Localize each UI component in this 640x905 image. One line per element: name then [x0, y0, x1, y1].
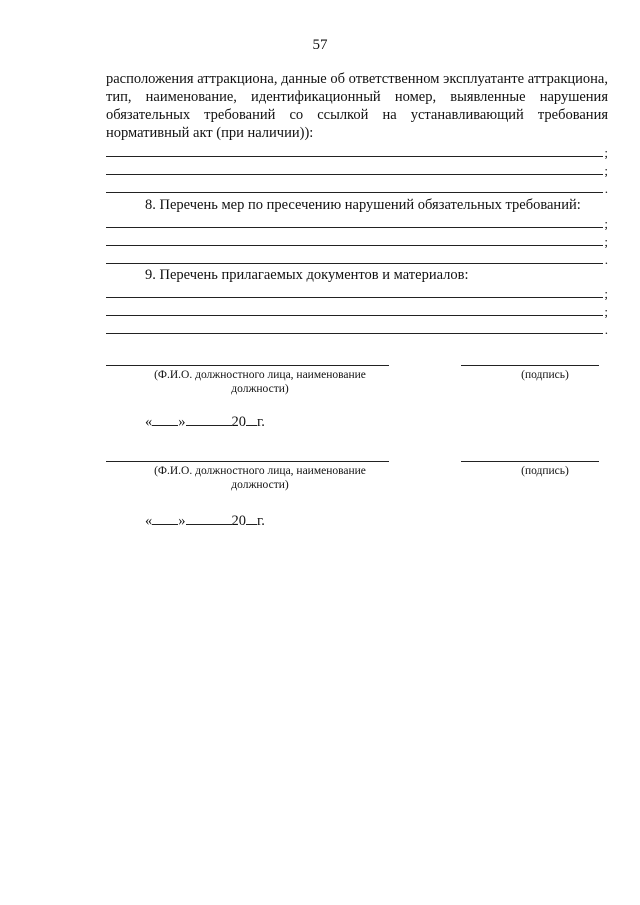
section-9-heading: 9. Перечень прилагаемых документов и материалов:	[145, 267, 469, 283]
fill-line[interactable]: .	[106, 179, 608, 195]
signature-field[interactable]	[461, 461, 599, 462]
fill-line[interactable]: ;	[106, 143, 608, 159]
underline	[106, 227, 603, 228]
official-name-field[interactable]	[106, 461, 389, 462]
year-field[interactable]	[246, 513, 257, 525]
underline	[106, 174, 603, 175]
fill-line[interactable]: ;	[106, 214, 608, 230]
fill-line[interactable]: .	[106, 250, 608, 266]
signature-caption: (подпись)	[521, 465, 569, 477]
official-name-caption: (Ф.И.О. должностного лица, наименование должности)	[154, 369, 366, 395]
month-field[interactable]	[186, 513, 232, 525]
underline	[106, 315, 603, 316]
date-line: « » 20 г.	[145, 513, 265, 529]
underline	[106, 333, 603, 334]
month-field[interactable]	[186, 414, 232, 426]
year-field[interactable]	[246, 414, 257, 426]
intro-paragraph: расположения аттракциона, данные об ответственном эксплуатанте аттракциона, тип, наименование, идентификационный номер, выявленные нарушения обязательных требований со ссылкой на устанавливающий требования нормативный акт (при наличии)):	[106, 71, 608, 141]
section-8-heading: 8. Перечень мер по пресечению нарушений обязательных требований:	[145, 197, 581, 213]
official-name-field[interactable]	[106, 365, 389, 366]
day-field[interactable]	[152, 414, 178, 426]
fill-line[interactable]: ;	[106, 284, 608, 300]
day-field[interactable]	[152, 513, 178, 525]
fill-line[interactable]: ;	[106, 232, 608, 248]
fill-line[interactable]: ;	[106, 302, 608, 318]
underline	[106, 297, 603, 298]
underline	[106, 263, 603, 264]
underline	[106, 156, 603, 157]
underline	[106, 192, 603, 193]
fill-line[interactable]: ;	[106, 161, 608, 177]
signature-caption: (подпись)	[521, 369, 569, 381]
official-name-caption: (Ф.И.О. должностного лица, наименование должности)	[154, 465, 366, 491]
date-line: « » 20 г.	[145, 414, 265, 430]
fill-line[interactable]: .	[106, 320, 608, 336]
page-number: 57	[312, 37, 328, 53]
underline	[106, 245, 603, 246]
signature-field[interactable]	[461, 365, 599, 366]
